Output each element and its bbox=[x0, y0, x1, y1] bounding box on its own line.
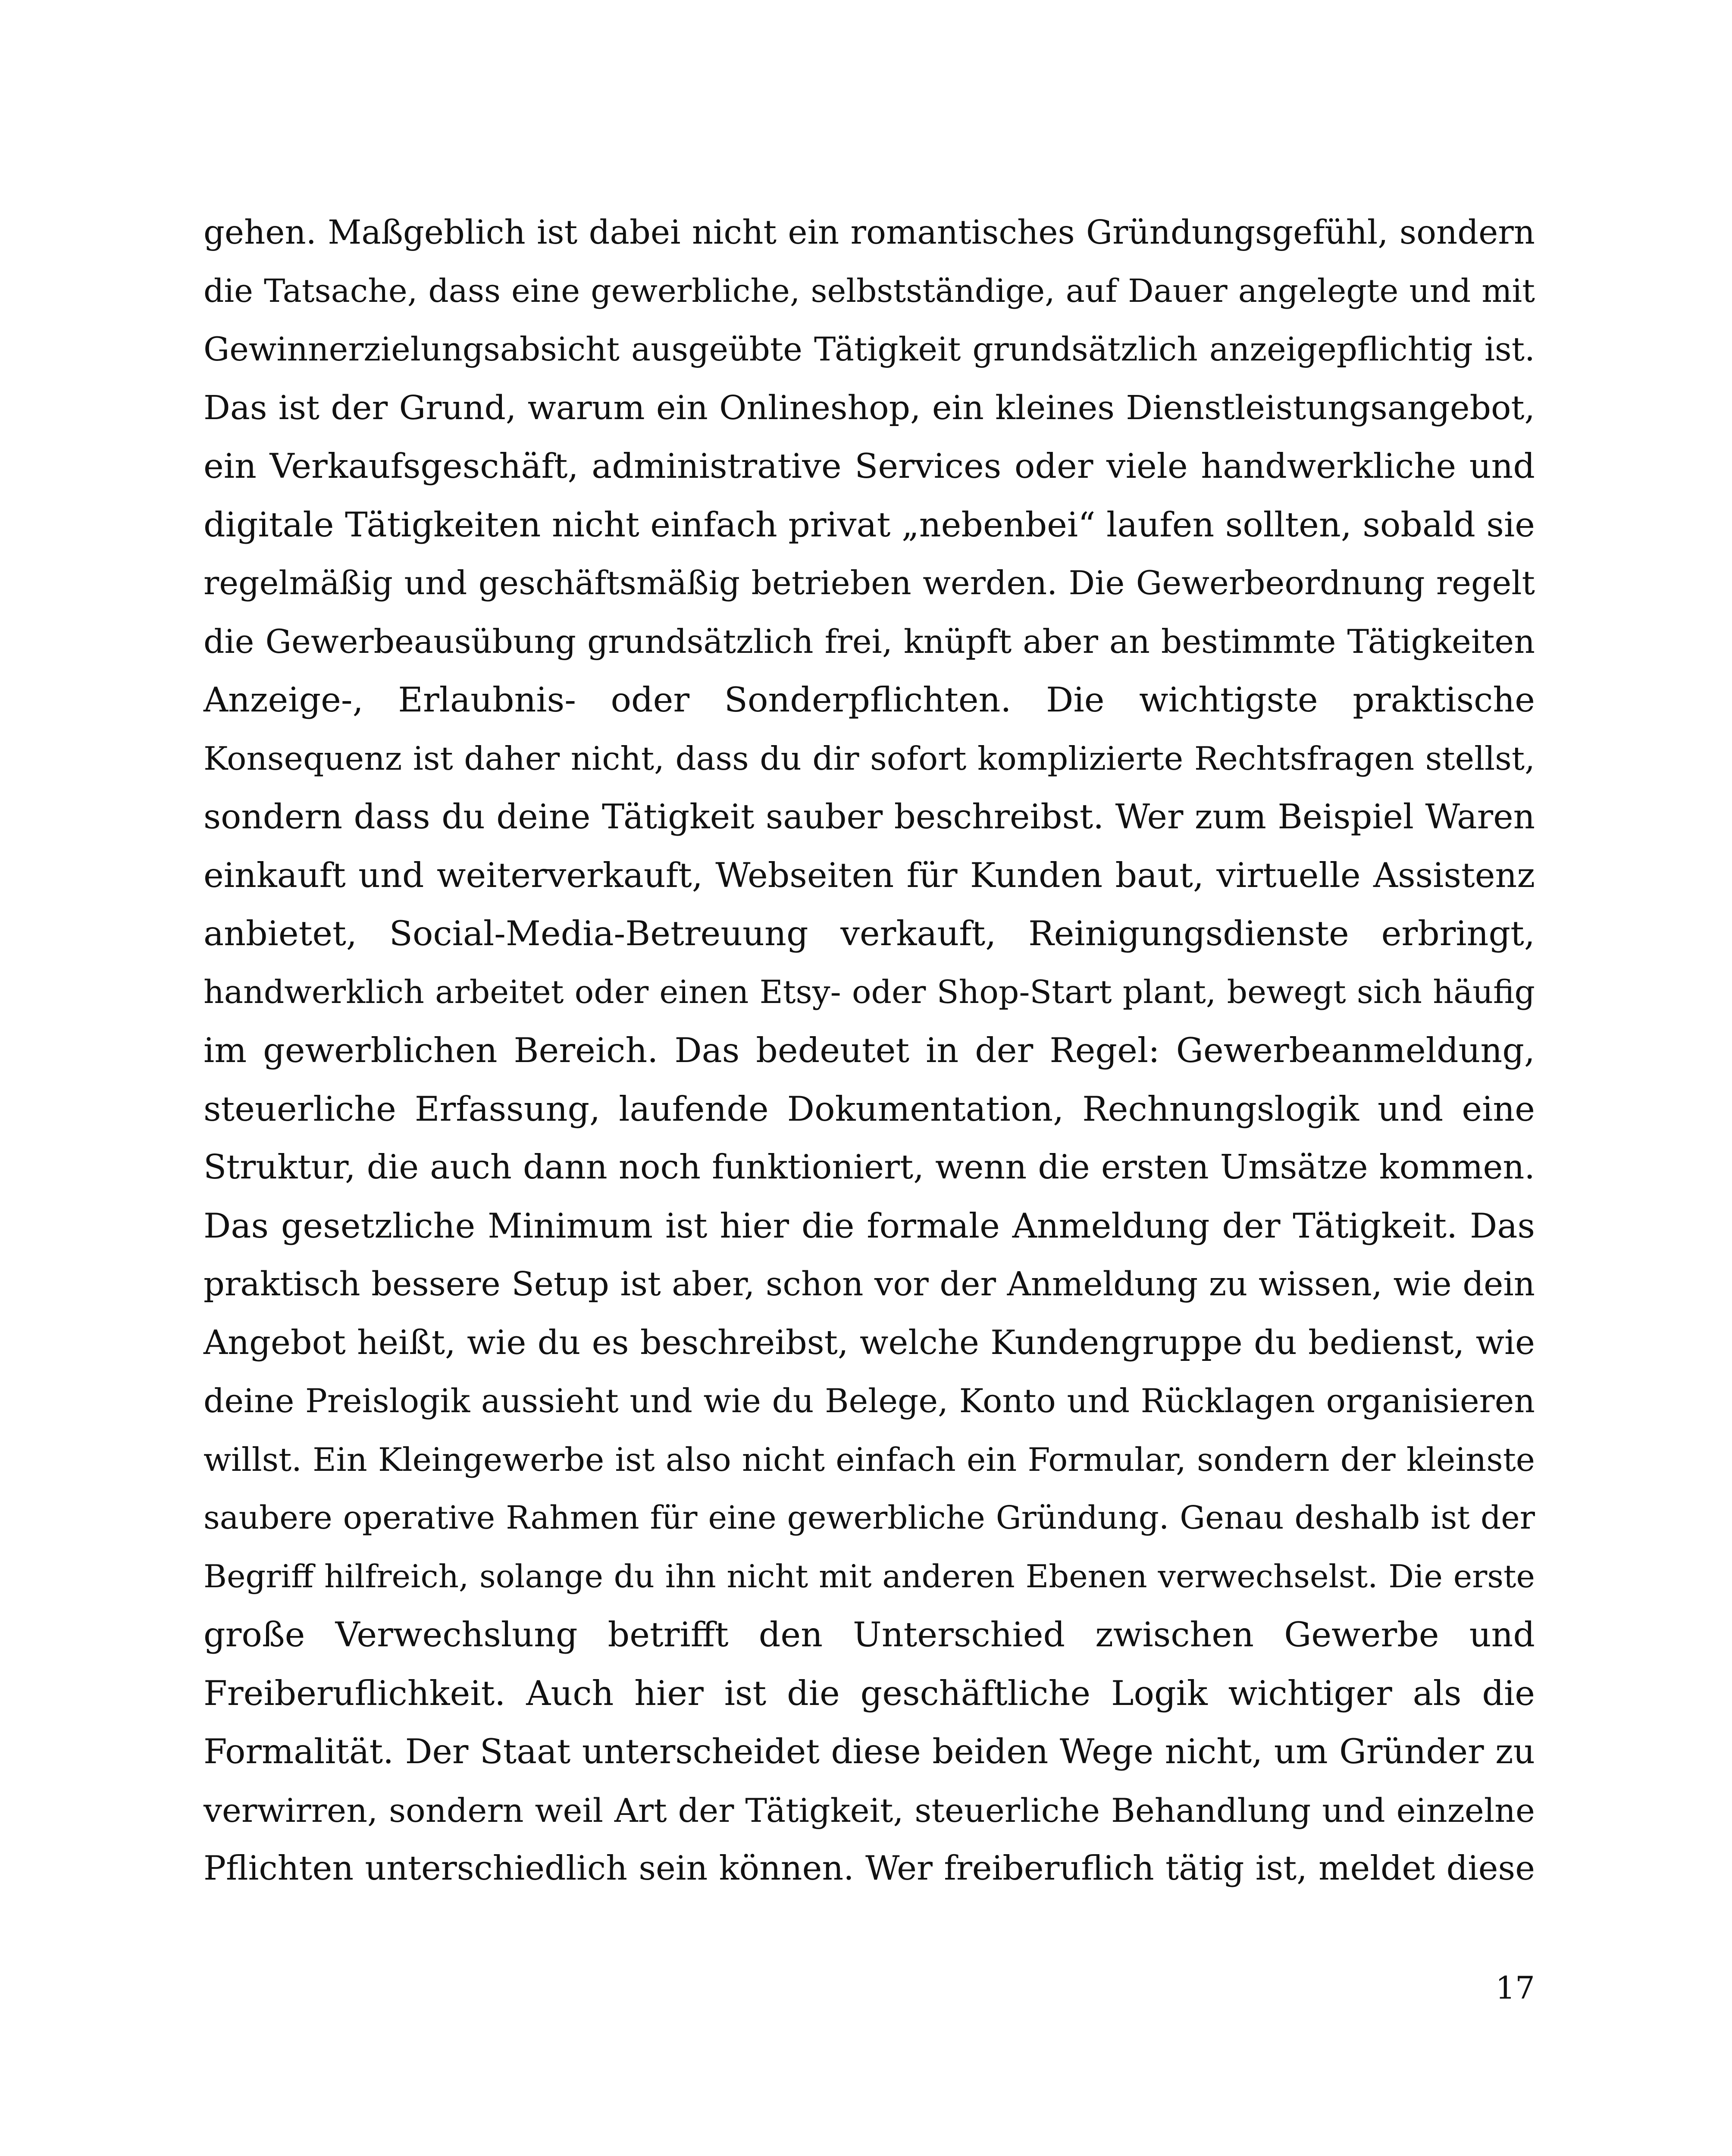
page-number: 17 bbox=[1495, 1970, 1535, 2006]
text-line: Gewinnerzielungsabsicht ausgeübte Tätigkeit grundsätzlich anzeigepflichtig ist. bbox=[204, 330, 1535, 368]
text-line: digitale Tätigkeiten nicht einfach privat „nebenbei“ laufen sollten, sobald sie bbox=[204, 505, 1535, 545]
text-line: gehen. Maßgeblich ist dabei nicht ein romantisches Gründungsgefühl, sondern bbox=[204, 213, 1535, 252]
text-line: einkauft und weiterverkauft, Webseiten für Kunden baut, virtuelle Assistenz bbox=[204, 855, 1535, 895]
text-line: Konsequenz ist daher nicht, dass du dir sofort komplizierte Rechtsfragen stellst, bbox=[204, 739, 1535, 777]
text-line: im gewerblichen Bereich. Das bedeutet in der Regel: Gewerbeanmeldung, bbox=[204, 1031, 1535, 1070]
text-line: Begriff hilfreich, solange du ihn nicht mit anderen Ebenen verwechselst. Die erste bbox=[204, 1558, 1535, 1595]
text-line: Anzeige-, Erlaubnis- oder Sonderpflichten. Die wichtigste praktische bbox=[204, 680, 1535, 720]
text-line: Struktur, die auch dann noch funktioniert, wenn die ersten Umsätze kommen. bbox=[204, 1148, 1535, 1187]
text-line: ein Verkaufsgeschäft, administrative Services oder viele handwerkliche und bbox=[204, 446, 1535, 486]
text-line: steuerliche Erfassung, laufende Dokumentation, Rechnungslogik und eine bbox=[204, 1089, 1535, 1129]
text-line: Das gesetzliche Minimum ist hier die formale Anmeldung der Tätigkeit. Das bbox=[204, 1206, 1535, 1246]
text-line: anbietet, Social-Media-Betreuung verkauft, Reinigungsdienste erbringt, bbox=[204, 914, 1535, 953]
body-paragraph bbox=[204, 204, 1535, 1898]
text-line: handwerklich arbeitet oder einen Etsy- oder Shop-Start plant, bewegt sich häufig bbox=[204, 973, 1535, 1011]
text-line: die Tatsache, dass eine gewerbliche, selbstständige, auf Dauer angelegte und mit bbox=[204, 272, 1535, 310]
text-line: willst. Ein Kleingewerbe ist also nicht einfach ein Formular, sondern der kleinste bbox=[204, 1441, 1535, 1479]
text-line: Freiberuflichkeit. Auch hier ist die geschäftliche Logik wichtiger als die bbox=[204, 1673, 1535, 1713]
text-line: praktisch bessere Setup ist aber, schon vor der Anmeldung zu wissen, wie dein bbox=[204, 1265, 1535, 1304]
text-line: saubere operative Rahmen für eine gewerbliche Gründung. Genau deshalb ist der bbox=[204, 1500, 1535, 1536]
text-line: regelmäßig und geschäftsmäßig betrieben werden. Die Gewerbeordnung regelt bbox=[204, 564, 1535, 602]
text-line: die Gewerbeausübung grundsätzlich frei, knüpft aber an bestimmte Tätigkeiten bbox=[204, 622, 1535, 661]
text-line: verwirren, sondern weil Art der Tätigkeit, steuerliche Behandlung und einzelne bbox=[204, 1791, 1535, 1830]
text-line: Das ist der Grund, warum ein Onlineshop, ein kleines Dienstleistungsangebot, bbox=[204, 388, 1535, 427]
text-line: große Verwechslung betrifft den Unterschied zwischen Gewerbe und bbox=[204, 1615, 1535, 1655]
text-line: Formalität. Der Staat unterscheidet diese beiden Wege nicht, um Gründer zu bbox=[204, 1732, 1535, 1771]
text-line: Angebot heißt, wie du es beschreibst, welche Kundengruppe du bedienst, wie bbox=[204, 1323, 1535, 1362]
text-line: Pflichten unterschiedlich sein können. Wer freiberuflich tätig ist, meldet diese bbox=[204, 1849, 1535, 1888]
text-line: sondern dass du deine Tätigkeit sauber beschreibst. Wer zum Beispiel Waren bbox=[204, 797, 1535, 837]
text-line: deine Preislogik aussieht und wie du Belege, Konto und Rücklagen organisieren bbox=[204, 1382, 1535, 1420]
